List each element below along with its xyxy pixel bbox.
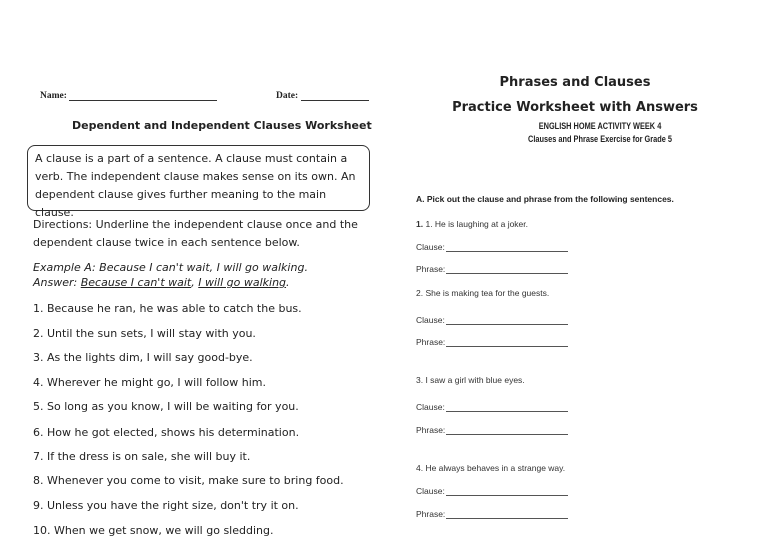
sentence-item: 4. Wherever he might go, I will follow him. bbox=[33, 376, 267, 389]
answer-line bbox=[446, 425, 568, 435]
answer-line bbox=[446, 315, 568, 325]
clause-field bbox=[416, 242, 568, 252]
practice-title: Practice Worksheet with Answers bbox=[452, 100, 698, 115]
clause-field bbox=[416, 486, 568, 496]
phrase-field bbox=[416, 264, 568, 274]
question bbox=[416, 463, 565, 473]
directions bbox=[33, 216, 358, 252]
date-line bbox=[301, 90, 369, 101]
sentence-item: 7. If the dress is on sale, she will buy it. bbox=[33, 450, 251, 463]
clause-label: Clause: bbox=[416, 402, 445, 412]
sentence-item: 2. Until the sun sets, I will stay with you. bbox=[33, 327, 256, 340]
phrase-field bbox=[416, 425, 568, 435]
example-answer bbox=[33, 275, 308, 290]
question bbox=[416, 219, 528, 229]
clause-field bbox=[416, 315, 568, 325]
phrases-clauses-title: Phrases and Clauses bbox=[499, 75, 651, 90]
example-block bbox=[33, 260, 308, 290]
answer-line bbox=[446, 402, 568, 412]
answer-dependent: Because I can't wait bbox=[80, 276, 192, 289]
phrase-label: Phrase: bbox=[416, 509, 446, 519]
sentence-item: 1. Because he ran, he was able to catch the bus. bbox=[33, 302, 302, 315]
sentence-item: 10. When we get snow, we will go sledding. bbox=[33, 524, 274, 537]
sentence-item: 8. Whenever you come to visit, make sure to bring food. bbox=[33, 474, 344, 487]
name-label: Name: bbox=[40, 91, 67, 101]
question bbox=[416, 288, 549, 298]
clause-label: Clause: bbox=[416, 486, 445, 496]
phrase-field bbox=[416, 337, 568, 347]
question-text: 1. He is laughing at a joker. bbox=[425, 219, 529, 229]
grade-subtitle: Clauses and Phrase Exercise for Grade 5 bbox=[528, 134, 672, 144]
answer-line bbox=[446, 486, 568, 496]
definition-box bbox=[27, 145, 370, 219]
phrase-label: Phrase: bbox=[416, 425, 446, 435]
definition-line: verb. The independent clause makes sense on its own. An bbox=[35, 170, 356, 183]
name-field bbox=[40, 90, 217, 101]
directions-line: dependent clause twice in each sentence below. bbox=[33, 236, 300, 249]
sentence-item: 5. So long as you know, I will be waiting for you. bbox=[33, 400, 299, 413]
question bbox=[416, 375, 525, 385]
phrase-field bbox=[416, 509, 568, 519]
answer-separator: , bbox=[191, 276, 199, 289]
answer-independent: I will go walking bbox=[198, 276, 287, 289]
answer-prefix: Answer: bbox=[33, 276, 81, 289]
definition-line: dependent clause gives further meaning to the main clause. bbox=[35, 188, 327, 219]
worksheet-title: Dependent and Independent Clauses Worksheet bbox=[72, 119, 372, 132]
question-text: 4. He always behaves in a strange way. bbox=[416, 463, 566, 473]
question-text: 3. I saw a girl with blue eyes. bbox=[416, 375, 525, 385]
answer-end: . bbox=[286, 276, 290, 289]
clause-label: Clause: bbox=[416, 242, 445, 252]
directions-line: Directions: Underline the independent clause once and the bbox=[33, 218, 358, 231]
question-text: 2. She is making tea for the guests. bbox=[416, 288, 550, 298]
answer-line bbox=[446, 337, 568, 347]
date-field bbox=[276, 90, 369, 101]
answer-line bbox=[446, 264, 568, 274]
clause-field bbox=[416, 402, 568, 412]
sentence-item: 3. As the lights dim, I will say good-bye. bbox=[33, 351, 253, 364]
question-number: 1. bbox=[416, 219, 424, 229]
clause-label: Clause: bbox=[416, 315, 445, 325]
section-heading: A. Pick out the clause and phrase from the following sentences. bbox=[416, 194, 674, 204]
phrase-label: Phrase: bbox=[416, 264, 446, 274]
definition-line: A clause is a part of a sentence. A clause must contain a bbox=[35, 152, 348, 165]
sentence-item: 6. How he got elected, shows his determination. bbox=[33, 426, 300, 439]
answer-line bbox=[446, 242, 568, 252]
phrase-label: Phrase: bbox=[416, 337, 446, 347]
date-label: Date: bbox=[276, 91, 299, 101]
answer-line bbox=[446, 509, 568, 519]
sentence-item: 9. Unless you have the right size, don't try it on. bbox=[33, 499, 299, 512]
week-subtitle: ENGLISH HOME ACTIVITY WEEK 4 bbox=[538, 121, 662, 131]
example-text: Example A: Because I can't wait, I will go walking. bbox=[33, 261, 308, 274]
name-line bbox=[69, 90, 217, 101]
